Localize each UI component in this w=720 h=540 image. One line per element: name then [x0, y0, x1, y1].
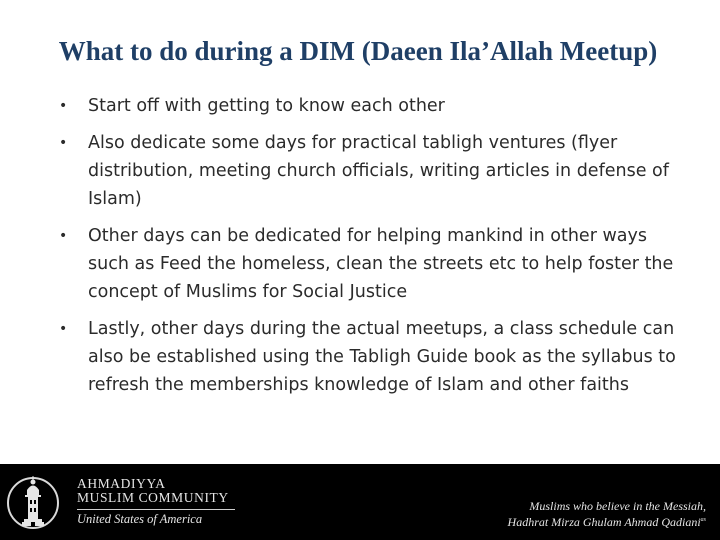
tagline-line-2-text: Hadhrat Mirza Ghulam Ahmad Qadiani	[507, 515, 701, 529]
org-divider	[77, 509, 235, 510]
minaret-icon	[6, 470, 60, 536]
tagline-line-1: Muslims who believe in the Messiah,	[529, 499, 706, 513]
org-name-line-1: AHMADIYYA	[77, 476, 166, 491]
tagline-mark: as	[700, 517, 706, 523]
bullet-text: Start off with getting to know each other	[88, 96, 445, 116]
org-country: United States of America	[77, 512, 203, 526]
bullet-text: Other days can be dedicated for helping mankind in other ways such as Feed the homeless, clean the streets etc to help foster the concept of Muslims for Social Justice	[88, 226, 674, 302]
slide-title: What to do during a DIM (Daeen Ila’Allah Meetup)	[58, 36, 658, 66]
bullet-marker: •	[59, 228, 68, 244]
bullet-item	[56, 315, 676, 399]
bullet-text: Lastly, other days during the actual meetups, a class schedule can also be established using the Tabligh Guide book as the syllabus to refresh the memberships knowledge of Islam and other faiths	[88, 319, 676, 395]
bullet-text: Also dedicate some days for practical tabligh ventures (flyer distribution, meeting church officials, writing articles in defense of Islam)	[88, 133, 669, 209]
tagline-line-2	[508, 515, 706, 530]
org-name-line-2: MUSLIM COMMUNITY	[77, 490, 229, 505]
footer-banner	[0, 464, 720, 540]
bullet-item	[56, 222, 676, 306]
bullet-marker: •	[59, 321, 68, 337]
bullet-item	[56, 129, 676, 213]
bullet-marker: •	[59, 98, 68, 114]
bullet-list	[56, 92, 676, 408]
bullet-marker: •	[59, 135, 68, 151]
bullet-item	[56, 92, 676, 120]
